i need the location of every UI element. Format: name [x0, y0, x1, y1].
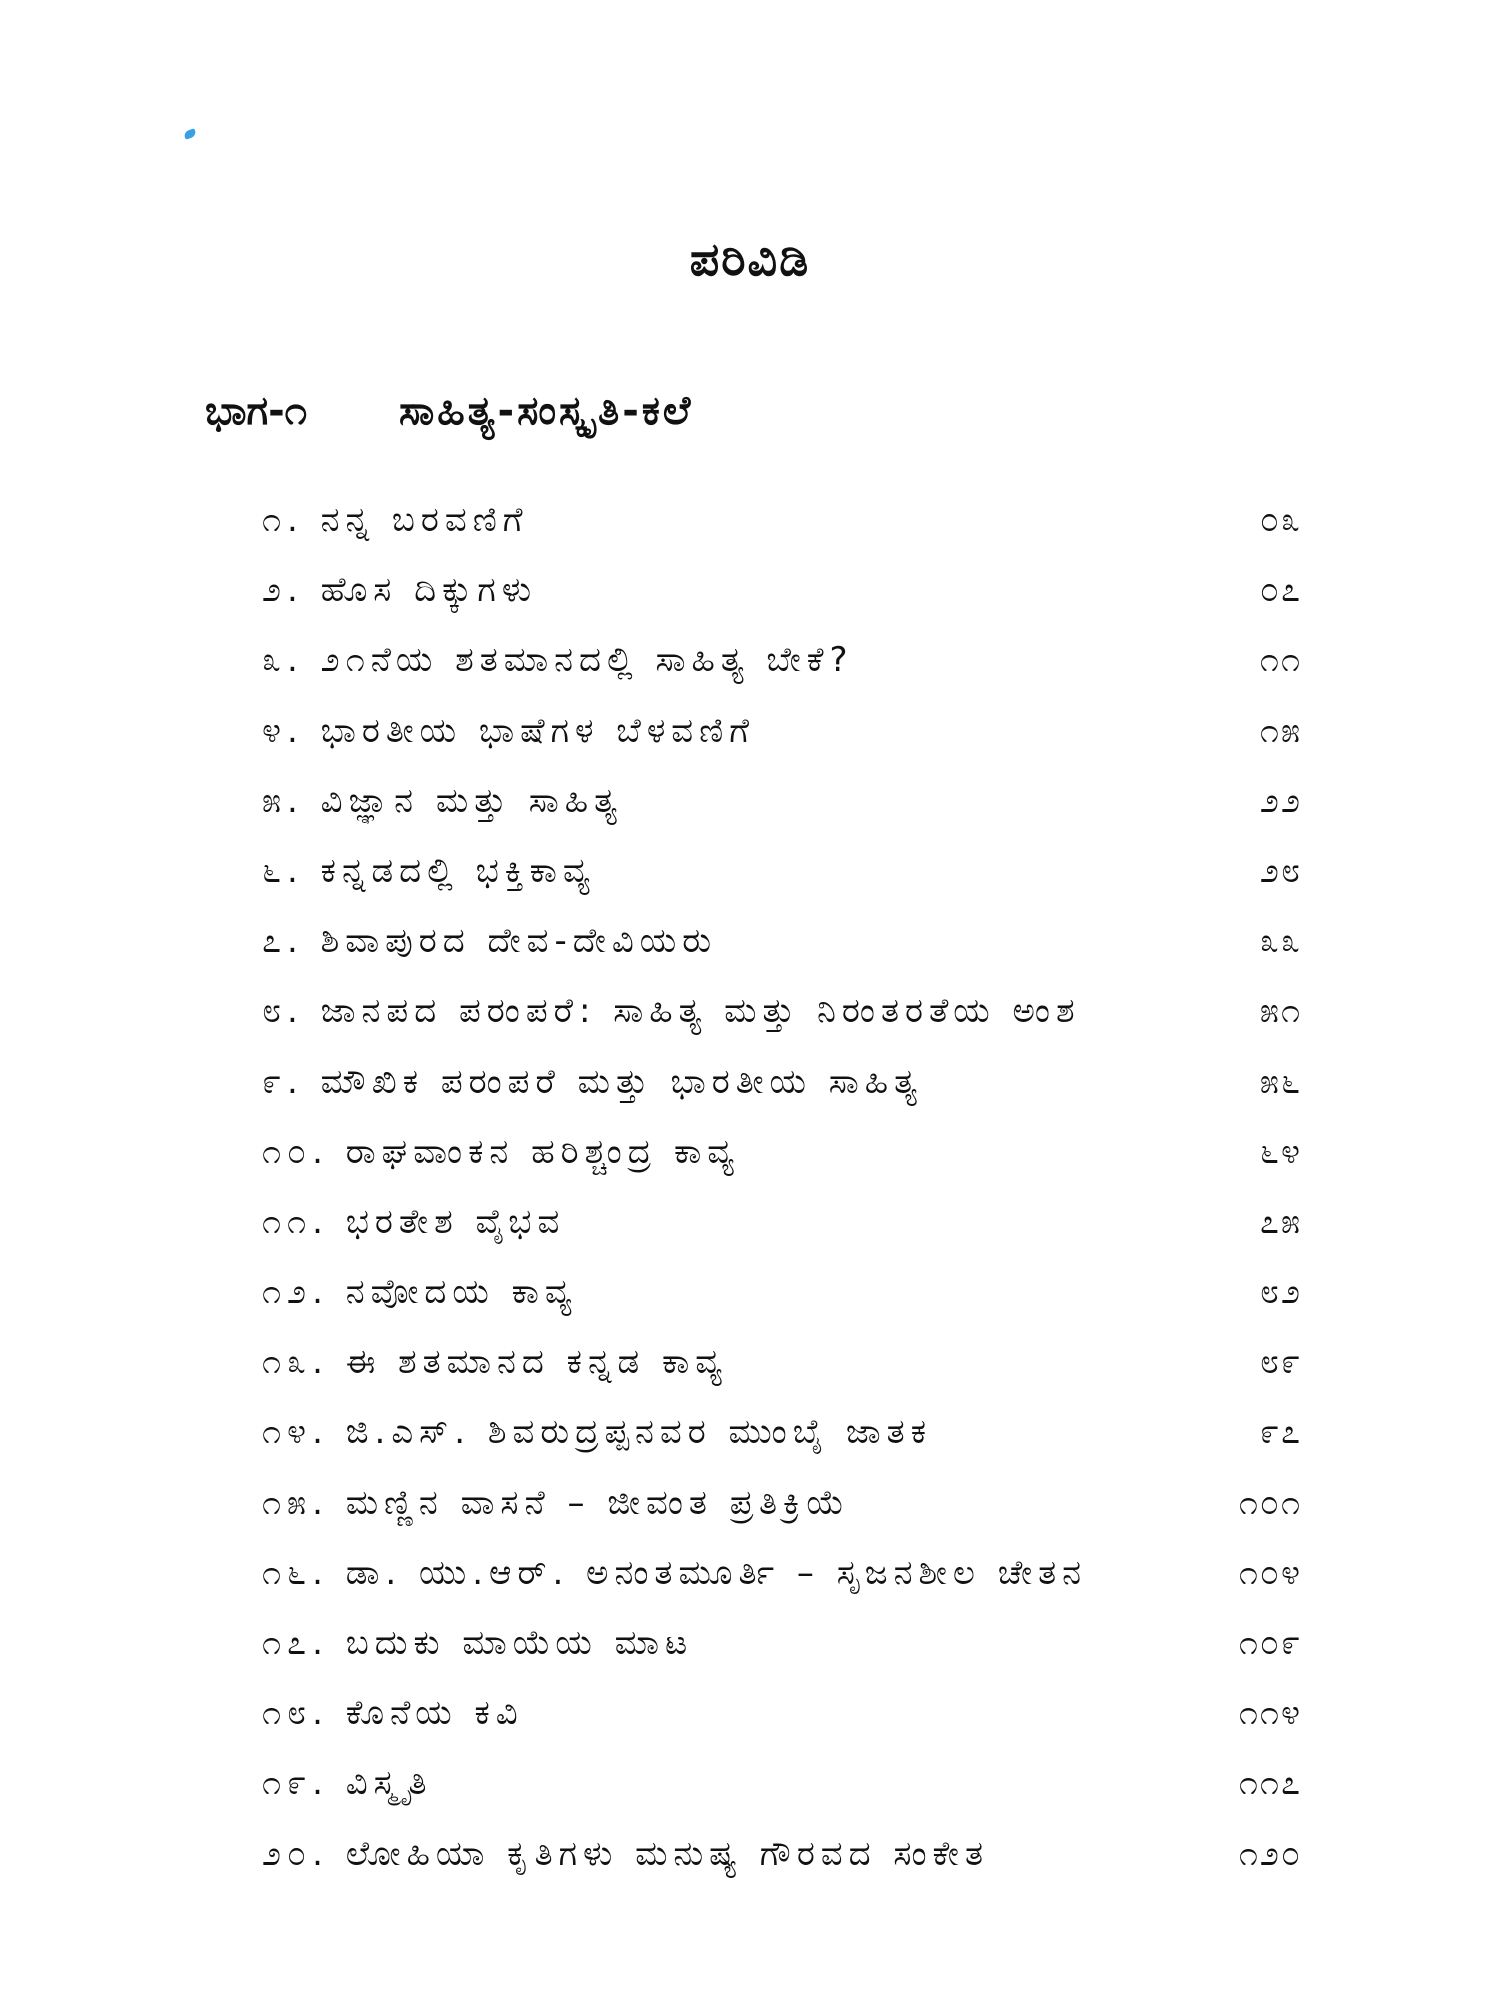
toc-entry-page: ೧೦೧ [1238, 1482, 1302, 1523]
toc-entry-page: ೦೭ [1259, 570, 1302, 611]
toc-entry-title: ೮. ಜಾನಪದ ಪರಂಪರೆ: ಸಾಹಿತ್ಯ ಮತ್ತು ನಿರಂತರತೆಯ ಅಂಶ [262, 991, 1081, 1032]
toc-entry-page: ೬೪ [1259, 1131, 1302, 1172]
toc-entry-title: ೭. ಶಿವಾಪುರದ ದೇವ-ದೇವಿಯರು [262, 921, 718, 962]
toc-entry [262, 1122, 1302, 1192]
ink-speck [183, 128, 197, 140]
toc-entry [262, 630, 1302, 700]
toc-entry [262, 490, 1302, 560]
toc-entry-page: ೨೮ [1259, 850, 1302, 891]
toc-entry-page: ೧೦೪ [1238, 1552, 1302, 1593]
toc-entry-title: ೧೦. ರಾಘವಾಂಕನ ಹರಿಶ್ಚಂದ್ರ ಕಾವ್ಯ [262, 1131, 740, 1172]
table-of-contents [262, 490, 1302, 1894]
toc-entry [262, 1192, 1302, 1262]
toc-entry [262, 1262, 1302, 1332]
toc-entry [262, 911, 1302, 981]
toc-entry [262, 1683, 1302, 1753]
toc-entry [262, 701, 1302, 771]
toc-entry [262, 1402, 1302, 1472]
page-title: ಪರಿವಿಡಿ [689, 232, 811, 286]
toc-entry [262, 1753, 1302, 1823]
toc-entry-title: ೫. ವಿಜ್ಞಾನ ಮತ್ತು ಸಾಹಿತ್ಯ [262, 780, 623, 821]
toc-entry-page: ೨೨ [1259, 780, 1302, 821]
toc-entry-page: ೦೩ [1259, 500, 1302, 540]
toc-entry [262, 981, 1302, 1051]
toc-entry [262, 771, 1302, 841]
toc-entry-title: ೧೮. ಕೊನೆಯ ಕವಿ [262, 1693, 524, 1734]
toc-entry-title: ೧೫. ಮಣ್ಣಿನ ವಾಸನೆ – ಜೀವಂತ ಪ್ರತಿಕ್ರಿಯೆ [262, 1482, 851, 1523]
toc-entry-page: ೩೩ [1259, 921, 1302, 962]
toc-entry-title: ೪. ಭಾರತೀಯ ಭಾಷೆಗಳ ಬೆಳವಣಿಗೆ [262, 710, 755, 751]
toc-entry [262, 841, 1302, 911]
toc-entry-page: ೧೧ [1259, 640, 1302, 681]
part-label: ಭಾಗ-೧ [205, 388, 308, 434]
toc-entry-title: ೧೯. ವಿಸ್ಮೃತಿ [262, 1763, 433, 1804]
toc-entry-title: ೧೩. ಈ ಶತಮಾನದ ಕನ್ನಡ ಕಾವ್ಯ [262, 1342, 728, 1383]
toc-entry-page: ೧೧೭ [1238, 1763, 1302, 1804]
toc-entry-page: ೧೨೦ [1238, 1833, 1302, 1874]
toc-entry [262, 1613, 1302, 1683]
toc-entry-title: ೧೪. ಜಿ.ಎಸ್. ಶಿವರುದ್ರಪ್ಪನವರ ಮುಂಬೈ ಜಾತಕ [262, 1412, 932, 1453]
toc-entry-title: ೨. ಹೊಸ ದಿಕ್ಕುಗಳು [262, 570, 538, 611]
part-title: ಸಾಹಿತ್ಯ-ಸಂಸ್ಕೃತಿ-ಕಲೆ [398, 388, 694, 434]
toc-entry [262, 1543, 1302, 1613]
toc-entry-title: ೨೦. ಲೋಹಿಯಾ ಕೃತಿಗಳು ಮನುಷ್ಯ ಗೌರವದ ಸಂಕೇತ [262, 1833, 989, 1874]
toc-entry-title: ೧. ನನ್ನ ಬರವಣಿಗೆ [262, 500, 529, 540]
toc-entry-title: ೧೨. ನವೋದಯ ಕಾವ್ಯ [262, 1272, 578, 1313]
toc-entry-title: ೬. ಕನ್ನಡದಲ್ಲಿ ಭಕ್ತಿಕಾವ್ಯ [262, 850, 596, 891]
toc-entry-title: ೧೭. ಬದುಕು ಮಾಯೆಯ ಮಾಟ [262, 1623, 694, 1663]
toc-entry [262, 1473, 1302, 1543]
toc-entry-page: ೧೫ [1259, 710, 1302, 751]
toc-entry-title: ೩. ೨೧ನೆಯ ಶತಮಾನದಲ್ಲಿ ಸಾಹಿತ್ಯ ಬೇಕೆ? [262, 640, 854, 681]
toc-entry-page: ೮೯ [1259, 1342, 1302, 1383]
toc-entry-page: ೭೫ [1259, 1201, 1302, 1242]
toc-entry [262, 1824, 1302, 1894]
toc-entry-page: ೮೨ [1259, 1272, 1302, 1313]
toc-entry [262, 560, 1302, 630]
toc-entry-page: ೯೭ [1259, 1412, 1302, 1453]
toc-entry-page: ೧೦೯ [1238, 1623, 1302, 1663]
toc-entry-title: ೧೧. ಭರತೇಶ ವೈಭವ [262, 1201, 566, 1242]
toc-entry-page: ೫೧ [1259, 991, 1302, 1032]
toc-entry-title: ೯. ಮೌಖಿಕ ಪರಂಪರೆ ಮತ್ತು ಭಾರತೀಯ ಸಾಹಿತ್ಯ [262, 1061, 923, 1102]
toc-entry [262, 1332, 1302, 1402]
toc-entry-page: ೫೬ [1259, 1061, 1302, 1102]
toc-entry [262, 1052, 1302, 1122]
toc-entry-page: ೧೧೪ [1238, 1693, 1302, 1734]
part-heading [205, 388, 693, 434]
toc-entry-title: ೧೬. ಡಾ. ಯು.ಆರ್. ಅನಂತಮೂರ್ತಿ – ಸೃಜನಶೀಲ ಚೇತನ [262, 1552, 1088, 1593]
